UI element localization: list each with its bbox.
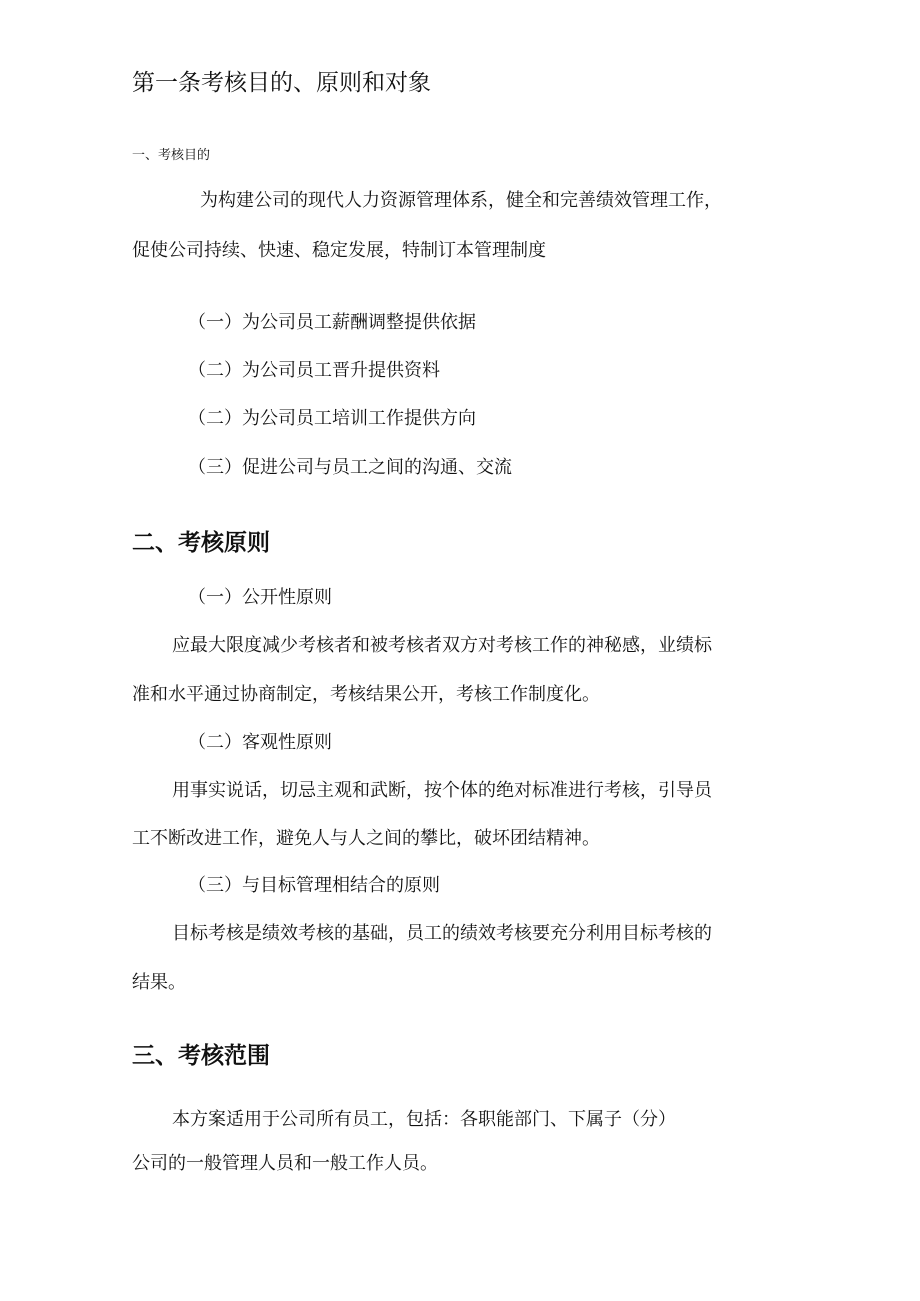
scope-text-line-1: 本方案适用于公司所有员工，包括：各职能部门、下属子（分） <box>172 1109 676 1130</box>
principle-1-title: （一）公开性原则 <box>188 587 332 608</box>
scope-text-line-2: 公司的一般管理人员和一般工作人员。 <box>132 1153 438 1174</box>
principle-1-text-line-1: 应最大限度减少考核者和被考核者双方对考核工作的神秘感，业绩标 <box>172 635 712 656</box>
purpose-item: （一）为公司员工薪酬调整提供依据 <box>188 312 476 333</box>
section-3-title: 三、考核范围 <box>132 1043 270 1069</box>
principle-1-text-line-2: 准和水平通过协商制定，考核结果公开，考核工作制度化。 <box>132 684 600 705</box>
purpose-item: （三）促进公司与员工之间的沟通、交流 <box>188 457 512 478</box>
principle-2-text-line-2: 工不断改进工作，避免人与人之间的攀比，破坏团结精神。 <box>132 828 600 849</box>
principle-3-text-line-1: 目标考核是绩效考核的基础，员工的绩效考核要充分利用目标考核的 <box>172 923 712 944</box>
section-1-intro-line-1: 为构建公司的现代人力资源管理体系，健全和完善绩效管理工作， <box>200 190 722 211</box>
section-1-intro-line-2: 促使公司持续、快速、稳定发展，特制订本管理制度 <box>132 240 546 261</box>
principle-3-text-line-2: 结果。 <box>132 972 186 993</box>
principle-2-text-line-1: 用事实说话，切忌主观和武断，按个体的绝对标准进行考核，引导员 <box>172 780 712 801</box>
purpose-item: （二）为公司员工晋升提供资料 <box>188 360 440 381</box>
section-2-title: 二、考核原则 <box>132 530 270 556</box>
principle-3-title: （三）与目标管理相结合的原则 <box>188 875 440 896</box>
section-1-title: 一、考核目的 <box>132 148 211 163</box>
principle-2-title: （二）客观性原则 <box>188 732 332 753</box>
purpose-item: （二）为公司员工培训工作提供方向 <box>188 408 476 429</box>
article-heading: 第一条考核目的、原则和对象 <box>132 70 431 96</box>
